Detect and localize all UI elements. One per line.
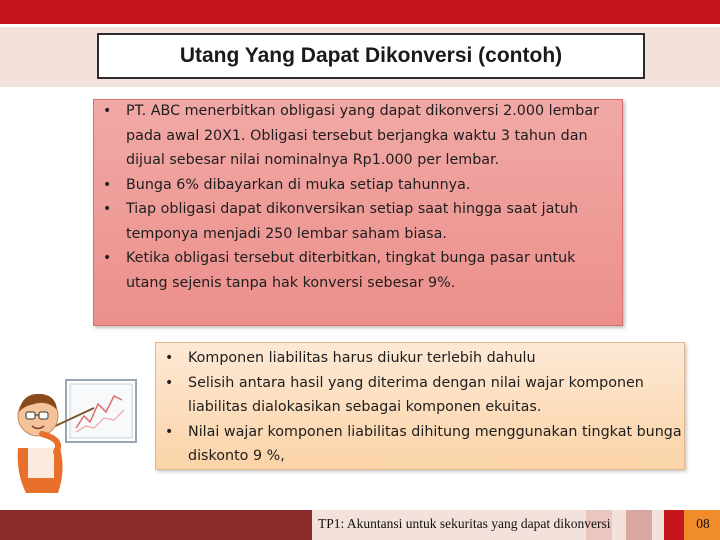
bullet-icon: • [103, 201, 112, 217]
bullet-icon: • [165, 350, 174, 366]
bullet-text: Ketika obligasi tersebut diterbitkan, tingkat bunga pasar untuk utang sejenis tanpa hak konversi sebesar 9%. [126, 250, 576, 291]
bullet-item [103, 197, 613, 246]
bullet-item [165, 371, 683, 420]
bullet-text: PT. ABC menerbitkan obligasi yang dapat dikonversi 2.000 lembar pada awal 20X1. Obligasi tersebut berjangka waktu 3 tahun dan dijual sebesar nilai nominalnya Rp1.000 per lembar. [126, 103, 600, 168]
bullet-item [165, 346, 683, 371]
bullet-text: Nilai wajar komponen liabilitas dihitung menggunakan tingkat bunga diskonto 9 %, [188, 423, 682, 464]
presenter-chart-illustration-icon [8, 378, 138, 498]
bullet-item [103, 246, 613, 295]
page-number: 08 [696, 516, 710, 531]
bullet-text: Selisih antara hasil yang diterima dengan nilai wajar komponen liabilitas dialokasikan sebagai komponen ekuitas. [188, 374, 644, 415]
slide-title: Utang Yang Dapat Dikonversi (contoh) [179, 44, 563, 67]
bullet-icon: • [165, 423, 174, 440]
bullet-text: Tiap obligasi dapat dikonversikan setiap saat hingga saat jatuh temponya menjadi 250 lembar saham biasa. [126, 201, 579, 242]
example-bullet-list [103, 99, 613, 295]
bullet-icon: • [103, 250, 112, 266]
bullet-item [165, 420, 683, 469]
footer-text: TP1: Akuntansi untuk sekuritas yang dapat dikonversi [318, 516, 611, 531]
notes-bullet-list [165, 346, 683, 469]
bullet-item [103, 99, 613, 173]
bullet-item [103, 173, 613, 198]
bullet-icon: • [103, 103, 112, 119]
bullet-icon: • [165, 374, 174, 391]
bullet-text: Komponen liabilitas harus diukur terlebih dahulu [188, 350, 536, 366]
bullet-text: Bunga 6% dibayarkan di muka setiap tahunnya. [126, 176, 471, 193]
top-accent-bar [0, 0, 720, 24]
bullet-icon: • [103, 176, 112, 193]
